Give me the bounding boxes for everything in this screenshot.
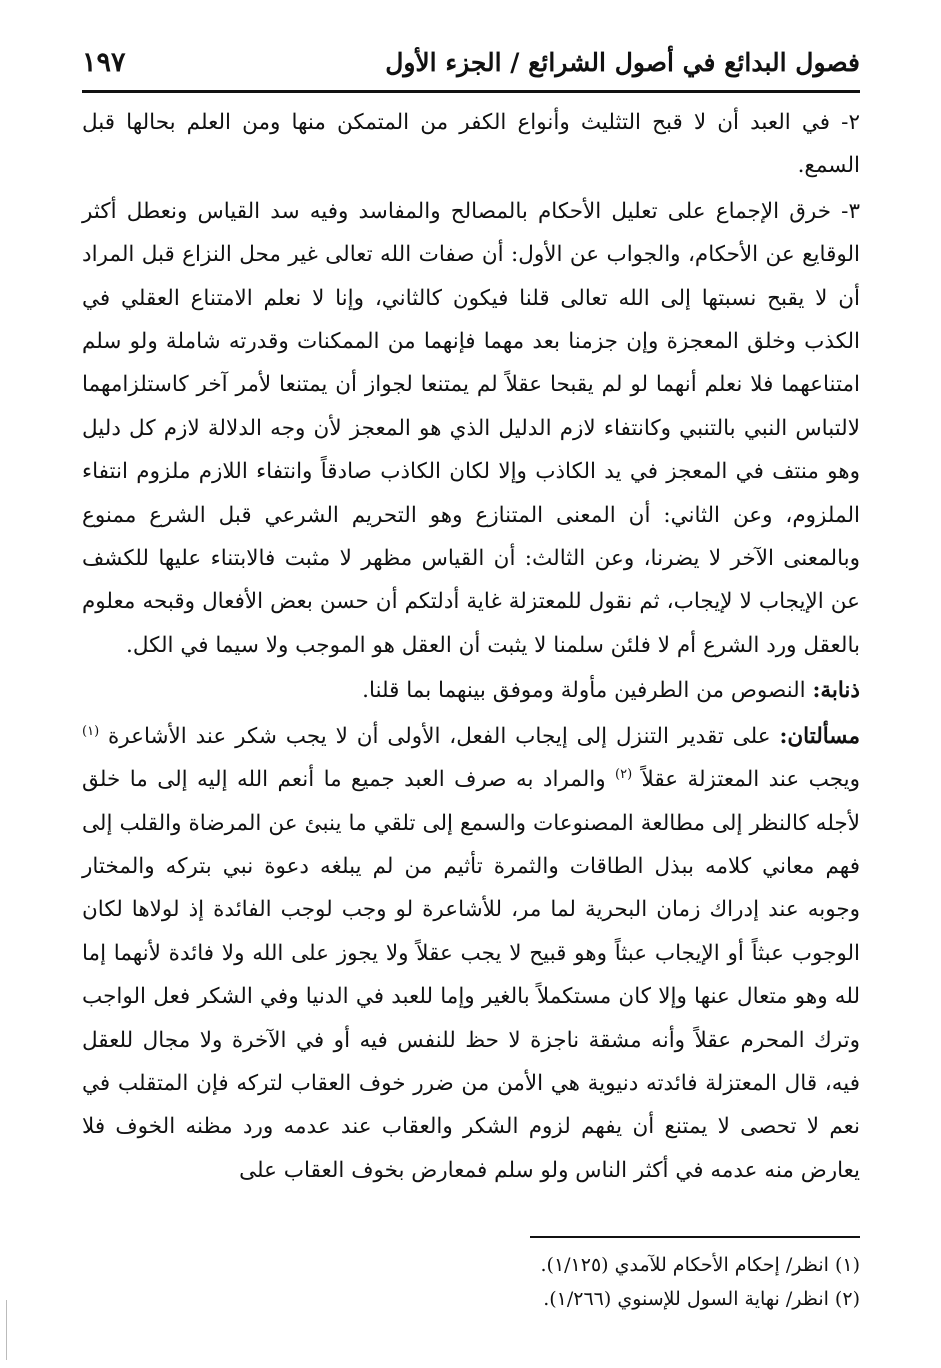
paragraph-dhunaba (82, 669, 860, 712)
footnote-ref-2[interactable]: (٢) (615, 766, 633, 782)
footnote-2: (٢) انظر/ نهاية السول للإسنوي (١/٢٦٦). (543, 1288, 860, 1311)
masalatan-text-b: ويجب عند المعتزلة عقلاً (632, 767, 860, 793)
page-header (82, 34, 860, 93)
footnote-divider (530, 1236, 860, 1238)
footnote-ref-1[interactable]: (١) (82, 723, 100, 739)
paragraph-point-3: ٣- خرق الإجماع على تعليل الأحكام بالمصالح والمفاسد وفيه سد القياس ونعطل أكثر الوقايع عن الأحكام، والجواب عن الأول: أن صفات الله تعالى غير محل النزاع قبل المراد أن لا يقبح نسبتها إلى الله تعالى قلنا فيكون كالثاني، وإنا لا نعلم الامتناع العقلي في الكذب وخلق المعجزة وإن جزمنا بعد مهما فإنهما من الممكنات وقدرته شاملة ولو سلم امتناعهما فلا نعلم أنهما لو لم يقبحا عقلاً لم يمتنعا لجواز أن يمتنعا لأمر آخر كاستلزامهما لالتباس النبي بالتنبي وكانتفاء لازم الدليل الذي هو المعجز لأن وجه الدلالة لازم كل دليل وهو منتف في المعجز في يد الكاذب وإلا لكان الكاذب صادقاً وانتفاء اللازم ملزوم انتفاء الملزوم، وعن الثاني: أن المعنى المتنازع وهو التحريم الشرعي قبل الشرع ممنوع وبالمعنى الآخر لا يضرنا، وعن الثالث: أن القياس مظهر لا مثبت فالابتناء عليها للكشف عن الإيجاب لا لإيجاب، ثم نقول للمعتزلة غاية أدلتكم أن حسن بعض الأفعال وقبحه معلوم بالعقل ورد الشرع أم لا فلئن سلمنا لا يثبت أن العقل هو الموجب ولا سيما في الكل. (82, 198, 860, 658)
masalatan-text-a: على تقدير التنزل إلى إيجاب الفعل، الأولى أن لا يجب شكر عند الأشاعرة (99, 723, 780, 749)
paragraph-point-2: ٢- في العبد أن لا قبح التثليث وأنواع الكفر من المتمكن منها ومن العلم بحالها قبل السمع. (82, 110, 860, 179)
paragraph-masalatan (82, 715, 860, 1192)
footnotes (82, 1248, 860, 1316)
scan-margin-mark (6, 1300, 7, 1360)
body-text (82, 101, 860, 1192)
dhunaba-text: النصوص من الطرفين مأولة وموفق بينهما بما قلنا. (362, 678, 813, 704)
page-number: ١٩٧ (82, 46, 126, 78)
masalatan-text-c: والمراد به صرف العبد جميع ما أنعم الله إليه إلى ما خلق لأجله كالنظر إلى مطالعة المصنوعات والسمع إلى تلقي ما ينبئ عن المرضاة والقلب إلى فهم معاني كلامه ببذل الطاقات والثمرة تأثيم من لم يبلغه دعوة نبي بتركه والمختار وجوبه عند إدراك زمان البحرية لما مر، للأشاعرة لو وجب لوجب الفائدة إذ لولاها لكان الوجوب عبثاً أو الإيجاب عبثاً وهو قبيح لا يجب عقلاً ولا يجوز على الله ولا فائدة لأنهما إما لله وهو متعال عنها وإلا كان مستكملاً بالغير وإما للعبد في الدنيا وفي الشكر فعل الواجب وترك المحرم عقلاً وأنه مشقة ناجزة لا حظ للنفس فيه أو في الآخرة ولا مجال للعقل فيه، قال المعتزلة فائدته دنيوية هي الأمن من ضرر خوف العقاب لتركه فإن المتقلب في نعم لا تحصى لا يمتنع أن يفهم لزوم الشكر والعقاب عند عدمه ورد مظنه الخوف فلا يعارض منه عدمه في أكثر الناس ولو سلم فمعارض بخوف العقاب على (82, 767, 860, 1183)
book-page (82, 34, 860, 1344)
masalatan-heading: مسألتان: (779, 723, 860, 749)
dhunaba-heading: ذنابة: (812, 678, 860, 704)
footnote-1: (١) انظر/ إحكام الأحكام للآمدي (١/١٢٥). (540, 1254, 860, 1277)
running-title: فصول البدائع في أصول الشرائع / الجزء الأول (385, 47, 860, 77)
